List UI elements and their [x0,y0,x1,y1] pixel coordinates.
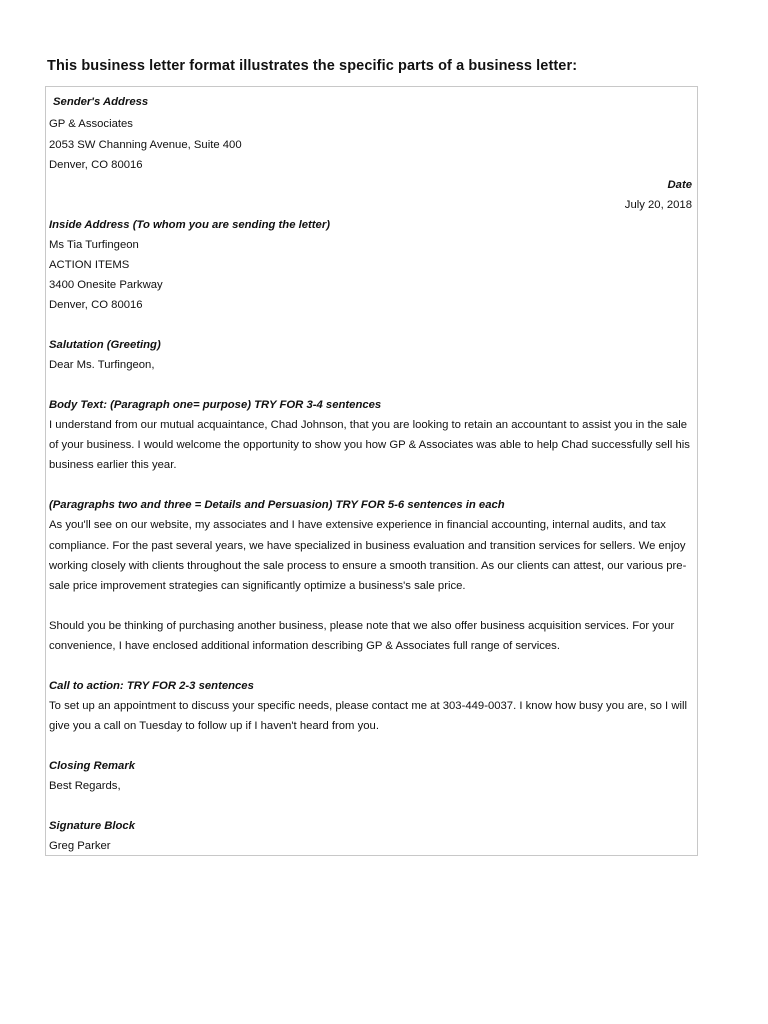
inside-address-line-4: Denver, CO 80016 [49,299,143,311]
call-to-action-line-1: To set up an appointment to discuss your specific needs, please contact me at 303-449-0037. I know how busy you are, so I will [49,700,688,712]
inside-address-label: Inside Address (To whom you are sending the letter) [49,219,330,231]
date-label: Date [667,179,692,191]
body-two-line-3: working closely with clients throughout the sale process to ensure a smooth transition. As our clients can attest, our various pre- [49,560,687,572]
signature-text: Greg Parker [49,840,111,852]
body-one-line-2: of your business. I would welcome the opportunity to show you how GP & Associates was able to help Chad successfully sell his [49,439,690,451]
body-two-line-2: compliance. For the past several years, we have specialized in business evaluation and transition services for sellers. We enjoy [49,540,686,552]
body-one-line-1: I understand from our mutual acquaintance, Chad Johnson, that you are looking to retain an accountant to assist you in the sale [49,419,688,431]
inside-address-line-1: Ms Tia Turfingeon [49,239,139,251]
body-one-line-3: business earlier this year. [49,459,177,471]
body-two-label: (Paragraphs two and three = Details and Persuasion) TRY FOR 5-6 sentences in each [49,499,505,511]
signature-label: Signature Block [49,820,136,832]
inside-address-line-3: 3400 Onesite Parkway [49,279,163,291]
body-three-line-2: convenience, I have enclosed additional information describing GP & Associates full range of services. [49,640,560,652]
page-heading: This business letter format illustrates the specific parts of a business letter: [47,58,578,74]
salutation-text: Dear Ms. Turfingeon, [49,359,155,371]
inside-address-line-2: ACTION ITEMS [49,259,130,271]
closing-label: Closing Remark [49,760,136,772]
closing-text: Best Regards, [49,780,121,792]
salutation-label: Salutation (Greeting) [49,339,161,351]
sender-address-label: Sender's Address [53,96,149,108]
date-value: July 20, 2018 [624,199,692,211]
sender-line-3: Denver, CO 80016 [49,159,143,171]
sender-line-2: 2053 SW Channing Avenue, Suite 400 [49,139,242,151]
body-two-line-4: sale price improvement strategies can significantly optimize a business's sale price. [49,580,466,592]
call-to-action-line-2: give you a call on Tuesday to follow up if I haven't heard from you. [49,720,379,732]
body-two-line-1: As you'll see on our website, my associates and I have extensive experience in financial accounting, internal audits, and tax [49,519,666,531]
call-to-action-label: Call to action: TRY FOR 2-3 sentences [49,680,254,692]
body-one-label: Body Text: (Paragraph one= purpose) TRY FOR 3-4 sentences [49,399,382,411]
body-three-line-1: Should you be thinking of purchasing another business, please note that we also offer business acquisition services. For your [49,620,675,632]
sender-line-1: GP & Associates [49,118,133,130]
